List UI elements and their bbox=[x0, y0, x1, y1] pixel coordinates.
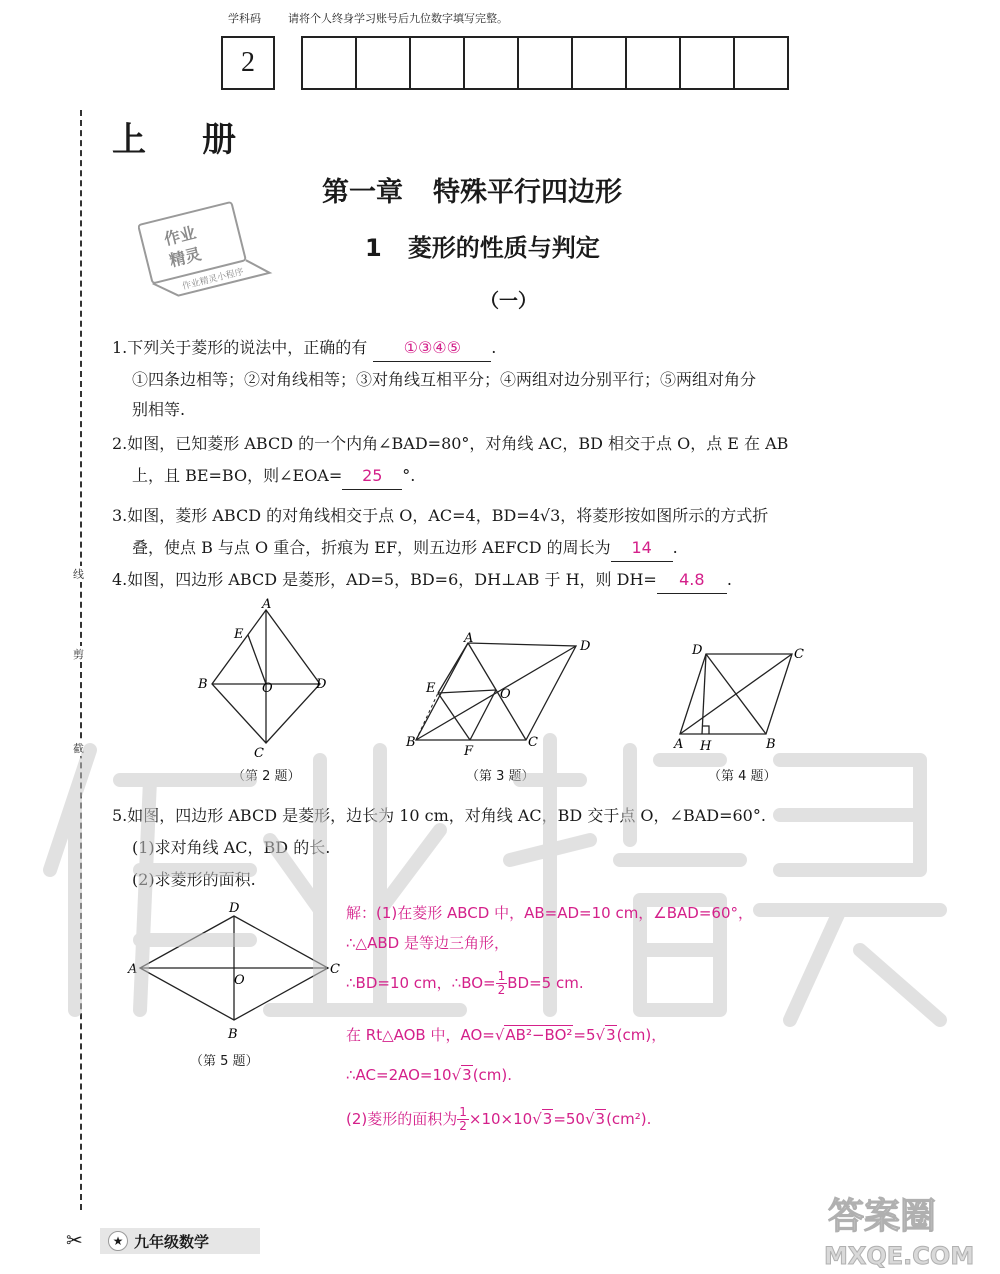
margin-label: 线 bbox=[73, 568, 84, 581]
subject-code-box bbox=[221, 36, 275, 90]
stamp-text-line2: 精灵 bbox=[167, 244, 204, 271]
section-number: 1 bbox=[365, 234, 382, 262]
question-5-part1: (1)求对角线 AC，BD 的长. bbox=[132, 838, 331, 857]
question-2-line2: 上，且 BE=BO，则∠EOA= 25 °. bbox=[132, 463, 415, 490]
section-title: 菱形的性质与判定 bbox=[407, 234, 600, 262]
account-digit-cell[interactable] bbox=[573, 38, 627, 88]
margin-label: 剪 bbox=[73, 648, 84, 661]
subject-code-label: 学科码 bbox=[228, 12, 261, 25]
figure-5-diagram bbox=[124, 898, 344, 1048]
account-instruction: 请将个人终身学习账号后九位数字填写完整。 bbox=[288, 12, 508, 25]
solution-line-5: ∴AC=2AO=10√3(cm). bbox=[346, 1066, 513, 1084]
question-1-options-line2: 别相等. bbox=[132, 400, 186, 419]
fig2-label-o: O bbox=[262, 681, 273, 696]
fig5-label-b: B bbox=[228, 1027, 238, 1042]
solution-line-4: 在 Rt△AOB 中，AO=√AB²−BO²=5√3(cm)， bbox=[346, 1026, 667, 1044]
chapter-heading bbox=[322, 170, 622, 209]
fig5-label-o: O bbox=[234, 973, 245, 988]
question-4-line1: 4.如图，四边形 ABCD 是菱形，AD=5，BD=6，DH⊥AB 于 H，则 DH= 4.8 . bbox=[112, 567, 732, 594]
account-digit-cell[interactable] bbox=[411, 38, 465, 88]
question-5-line1: 5.如图，四边形 ABCD 是菱形，边长为 10 cm，对角线 AC，BD 交于点 O，∠BAD=60°. bbox=[112, 806, 766, 825]
figure-4-caption: （第 4 题） bbox=[708, 769, 777, 784]
figure-3-diagram bbox=[398, 628, 598, 763]
fig3-label-c: C bbox=[528, 735, 538, 750]
fig4-label-a: A bbox=[674, 737, 684, 752]
account-digit-cell[interactable] bbox=[735, 38, 787, 88]
fig5-label-c: C bbox=[330, 962, 340, 977]
question-3-line1: 3.如图，菱形 ABCD 的对角线相交于点 O，AC=4，BD=4√3，将菱形按如图所示的方式折 bbox=[112, 506, 769, 525]
fig3-label-a: A bbox=[464, 631, 474, 646]
solution-fraction: $\frac{1}{2}$ bbox=[459, 1105, 467, 1133]
question-3-line2: 叠，使点 B 与点 O 重合，折痕为 EF，则五边形 AEFCD 的周长为 14 . bbox=[132, 535, 678, 562]
fig4-label-h: H bbox=[700, 739, 712, 754]
solution-line-3: ∴BD=10 cm，∴BO= $\frac{1}{2}$ BD=5 cm. bbox=[346, 969, 584, 997]
zuoye-jingling-stamp-logo bbox=[138, 195, 278, 303]
solution-line-6: (2)菱形的面积为 $\frac{1}{2}$ ×10×10√3=50√3(cm²). bbox=[346, 1105, 652, 1133]
question-2-line1: 2.如图，已知菱形 ABCD 的一个内角∠BAD=80°，对角线 AC，BD 相交于点 O，点 E 在 AB bbox=[112, 434, 789, 453]
fig5-label-a: A bbox=[128, 962, 138, 977]
fig2-label-b: B bbox=[198, 677, 208, 692]
subject-code-value: 2 bbox=[241, 47, 255, 78]
account-digit-cell[interactable] bbox=[681, 38, 735, 88]
account-digit-cell[interactable] bbox=[303, 38, 357, 88]
fig2-label-c: C bbox=[254, 746, 264, 761]
account-digit-row bbox=[301, 36, 789, 90]
question-1-stem: 1.下列关于菱形的说法中，正确的有 ①③④⑤ . bbox=[112, 335, 496, 362]
fig4-label-c: C bbox=[794, 647, 804, 662]
solution-line-2: ∴△ABD 是等边三角形， bbox=[346, 934, 509, 952]
account-digit-cell[interactable] bbox=[519, 38, 573, 88]
account-digit-cell[interactable] bbox=[465, 38, 519, 88]
solution-line-1: 解：(1)在菱形 ABCD 中，AB=AD=10 cm，∠BAD=60°， bbox=[346, 904, 754, 922]
fig3-label-o: O bbox=[500, 687, 511, 702]
fig3-label-d: D bbox=[580, 639, 591, 654]
fig3-label-e: E bbox=[426, 681, 436, 696]
fig2-label-a: A bbox=[262, 598, 272, 612]
question-1-answer: ①③④⑤ bbox=[373, 335, 491, 362]
chapter-number: 第一章 bbox=[322, 177, 403, 208]
margin-label: 截 bbox=[73, 742, 84, 755]
account-digit-cell[interactable] bbox=[357, 38, 411, 88]
question-1-options-line1: ①四条边相等；②对角线相等；③对角线互相平分；④两组对边分别平行；⑤两组对角分 bbox=[132, 370, 757, 389]
figure-2-diagram bbox=[190, 598, 340, 768]
mxqe-logo-url: MXQE.COM bbox=[824, 1242, 975, 1270]
part-label: （一） bbox=[480, 290, 538, 312]
figure-2-caption: （第 2 题） bbox=[232, 769, 301, 784]
question-4-answer: 4.8 bbox=[657, 567, 727, 594]
stamp-text-line1: 作业 bbox=[162, 222, 198, 249]
section-heading bbox=[365, 228, 600, 263]
stamp-text-line3: 作业精灵小程序 bbox=[181, 267, 245, 293]
figure-5-caption: （第 5 题） bbox=[190, 1054, 259, 1069]
fig4-label-d: D bbox=[692, 643, 703, 658]
account-digit-cell[interactable] bbox=[627, 38, 681, 88]
fig3-label-f: F bbox=[464, 744, 474, 759]
figure-3-caption: （第 3 题） bbox=[466, 769, 535, 784]
question-5-part2: (2)求菱形的面积. bbox=[132, 870, 256, 889]
fig5-label-d: D bbox=[229, 901, 240, 916]
fig3-label-b: B bbox=[406, 735, 416, 750]
question-2-answer: 25 bbox=[342, 463, 402, 490]
mxqe-site-logo bbox=[818, 1184, 998, 1270]
solution-fraction: $\frac{1}{2}$ bbox=[497, 969, 506, 997]
chapter-title: 特殊平行四边形 bbox=[433, 177, 622, 208]
question-3-answer: 14 bbox=[611, 535, 673, 562]
volume-title: 上册 bbox=[112, 120, 292, 160]
mxqe-logo-brand: 答案圈 bbox=[828, 1196, 937, 1237]
scissors-icon: ✂ bbox=[66, 1228, 83, 1252]
star-icon: ★ bbox=[108, 1231, 128, 1251]
fig2-label-e: E bbox=[234, 627, 244, 642]
fig4-label-b: B bbox=[766, 737, 776, 752]
footer-grade-label: ★ 九年级数学 bbox=[100, 1228, 260, 1254]
figure-4-diagram bbox=[664, 636, 814, 756]
fig2-label-d: D bbox=[316, 677, 327, 692]
